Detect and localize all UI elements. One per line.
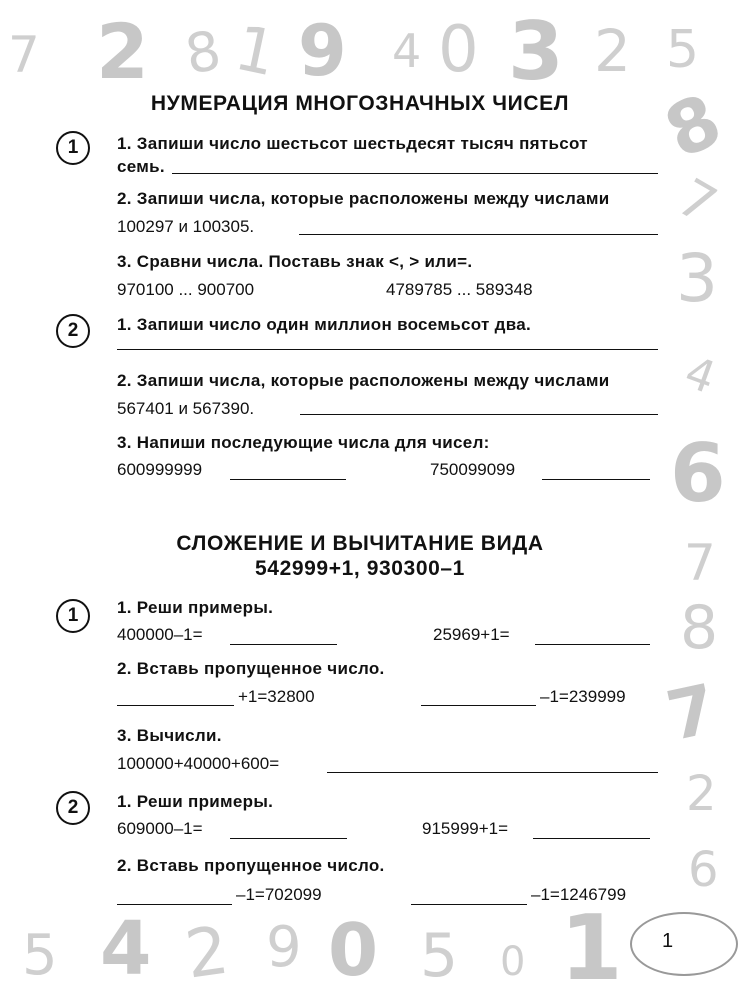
answer-line[interactable] xyxy=(117,349,658,350)
comparison-a: 970100 ... 900700 xyxy=(117,280,255,299)
page-number-oval xyxy=(630,912,738,976)
task-text: 2. Вставь пропущенное число. xyxy=(117,659,385,678)
decor-digit: 6 xyxy=(688,842,719,898)
section-title-addition: СЛОЖЕНИЕ И ВЫЧИТАНИЕ ВИДА xyxy=(176,532,544,555)
task-text: 2. Вставь пропущенное число. xyxy=(117,856,385,875)
equation-b: –1=1246799 xyxy=(531,885,627,904)
task-text: 2. Запиши числа, которые расположены между числами xyxy=(117,189,610,208)
decor-digit: 8 xyxy=(180,18,226,87)
answer-line[interactable] xyxy=(533,838,650,839)
answer-line[interactable] xyxy=(327,772,658,773)
calc-expression: 100000+40000+600= xyxy=(117,754,280,773)
answer-line[interactable] xyxy=(421,705,536,706)
decor-digit: 9 xyxy=(298,10,347,92)
task-text: семь. xyxy=(117,157,165,176)
exercise-marker-1: 1 xyxy=(56,131,90,165)
decor-digit: 5 xyxy=(666,20,700,80)
task-text: 1. Реши примеры. xyxy=(117,598,274,617)
example-a: 400000–1= xyxy=(117,625,203,644)
answer-line[interactable] xyxy=(230,838,347,839)
task-text: 2. Запиши числа, которые расположены между числами xyxy=(117,371,610,390)
equation-a: +1=32800 xyxy=(238,687,315,706)
answer-line[interactable] xyxy=(411,904,527,905)
decor-digit: 6 xyxy=(670,427,726,520)
decor-digit: 1 xyxy=(228,10,283,91)
decor-digit: 5 xyxy=(22,923,58,988)
example-b: 25969+1= xyxy=(433,625,510,644)
answer-line[interactable] xyxy=(172,173,658,174)
section-title-numbering: НУМЕРАЦИЯ МНОГОЗНАЧНЫХ ЧИСЕЛ xyxy=(150,92,570,115)
decor-digit: 0 xyxy=(438,13,479,87)
decor-digit: 3 xyxy=(508,5,564,98)
equation-b: –1=239999 xyxy=(540,687,626,706)
decor-digit: 4 xyxy=(392,24,422,78)
decor-digit: 7 xyxy=(660,669,723,758)
decor-digit: 8 xyxy=(680,593,719,663)
answer-line[interactable] xyxy=(230,644,337,645)
exercise-marker-2: 2 xyxy=(56,314,90,348)
answer-line[interactable] xyxy=(542,479,650,480)
decor-digit: 2 xyxy=(180,911,234,994)
decor-digit: 0 xyxy=(328,908,379,992)
decor-digit: 2 xyxy=(686,766,717,822)
answer-line[interactable] xyxy=(117,904,232,905)
task-text: 100297 и 100305. xyxy=(117,217,255,236)
decor-digit: 7 xyxy=(667,167,726,237)
example-a: 609000–1= xyxy=(117,819,203,838)
decor-digit: 0 xyxy=(500,939,526,985)
comparison-b: 4789785 ... 589348 xyxy=(386,280,533,299)
task-text: 1. Реши примеры. xyxy=(117,792,274,811)
decor-digit: 1 xyxy=(560,896,623,1001)
decor-digit: 2 xyxy=(96,7,149,96)
answer-line[interactable] xyxy=(535,644,650,645)
decor-digit: 4 xyxy=(678,346,723,405)
decor-digit: 7 xyxy=(8,26,40,84)
decor-digit: 9 xyxy=(266,915,302,980)
decor-digit: 8 xyxy=(652,77,734,175)
decor-digit: 3 xyxy=(676,240,718,317)
answer-line[interactable] xyxy=(117,705,234,706)
decor-digit: 4 xyxy=(100,906,152,992)
answer-line[interactable] xyxy=(299,234,658,235)
number-a: 600999999 xyxy=(117,460,203,479)
exercise-marker-1: 1 xyxy=(56,599,90,633)
task-text: 1. Запиши число один миллион восемьсот два. xyxy=(117,315,532,334)
page-number: 1 xyxy=(662,930,674,952)
task-text: 3. Напиши последующие числа для чисел: xyxy=(117,433,490,452)
exercise-marker-2: 2 xyxy=(56,791,90,825)
decor-digit: 5 xyxy=(420,921,459,991)
task-text: 3. Сравни числа. Поставь знак <, > или=. xyxy=(117,252,473,271)
answer-line[interactable] xyxy=(300,414,658,415)
task-text: 1. Запиши число шестьсот шестьдесят тысяч пятьсот xyxy=(117,134,588,153)
decor-digit: 7 xyxy=(684,534,716,592)
decor-digit: 2 xyxy=(594,17,631,85)
number-b: 750099099 xyxy=(430,460,516,479)
section-subtitle: 542999+1, 930300–1 xyxy=(255,557,465,580)
answer-line[interactable] xyxy=(230,479,346,480)
example-b: 915999+1= xyxy=(422,819,509,838)
task-text: 3. Вычисли. xyxy=(117,726,222,745)
task-text: 567401 и 567390. xyxy=(117,399,255,418)
equation-a: –1=702099 xyxy=(236,885,322,904)
